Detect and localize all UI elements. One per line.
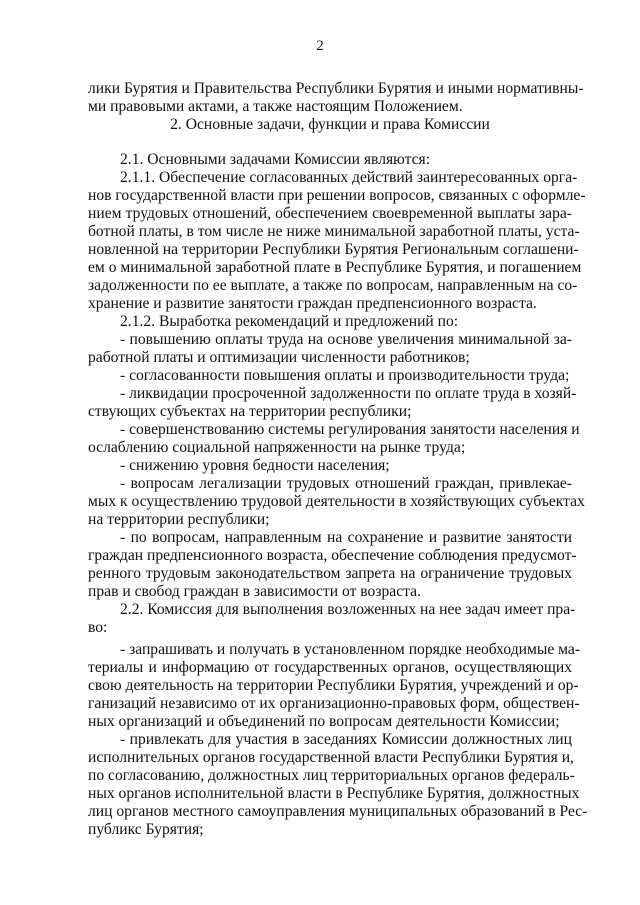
text-line: лики Бурятия и Правительства Республики Бурятия и иными нормативны-: [88, 80, 584, 97]
text-line: - вопросам легализации трудовых отношений граждан, привлекае-: [120, 475, 572, 492]
text-line: ослаблению социальной напряженности на рынке труда;: [88, 439, 466, 456]
text-line: ганизаций независимо от их организационно-правовых форм, обществен-: [88, 695, 580, 712]
text-line: лиц органов местного самоуправления муниципальных образований в Рес-: [88, 803, 588, 820]
text-line: публикс Бурятия;: [88, 821, 204, 838]
text-line: - снижению уровня бедности населения;: [120, 457, 390, 474]
text-line: ных организаций и объединений по вопросам деятельности Комиссии;: [88, 713, 560, 730]
text-line: во:: [88, 619, 108, 636]
text-line: хранение и развитие занятости граждан предпенсионного возраста.: [88, 295, 537, 312]
text-line: новленной на территории Республики Бурятия Региональным соглашени-: [88, 241, 579, 258]
text-line: - ликвидации просроченной задолженности по оплате труда в хозяй-: [120, 385, 577, 402]
text-line: - запрашивать и получать в установленном порядке необходимые ма-: [120, 641, 581, 658]
text-line: по согласованию, должностных лиц территориальных органов федераль-: [88, 767, 575, 784]
text-line: 2.1.2. Выработка рекомендаций и предложений по:: [120, 313, 459, 330]
text-line: задолженности по ее выплате, а также по вопросам, направленным на со-: [88, 277, 578, 294]
section-heading: 2. Основные задачи, функции и права Комиссии: [170, 116, 490, 133]
text-line: териалы и информацию от государственных органов, осуществляющих: [88, 659, 572, 676]
text-line: ем о минимальной заработной плате в Республике Бурятия, и погашением: [88, 259, 582, 276]
text-line: нов государственной власти при решении вопросов, связанных с оформле-: [88, 187, 586, 204]
text-line: свою деятельность на территории Республики Бурятия, учреждений и ор-: [88, 677, 579, 694]
text-line: ренного трудовым законодательством запрета на ограничение трудовых: [88, 565, 572, 582]
text-line: ботной платы, в том числе не ниже минимальной заработной платы, уста-: [88, 223, 580, 240]
text-line: 2.1.1. Обеспечение согласованных действий заинтересованных орга-: [120, 169, 578, 186]
text-line: нием трудовых отношений, обеспечением своевременной выплаты зара-: [88, 205, 572, 222]
text-line: 2.1. Основными задачами Комиссии являются:: [120, 151, 431, 168]
text-line: - совершенствованию системы регулирования занятости населения и: [120, 421, 580, 438]
text-line: на территории республики;: [88, 511, 270, 528]
text-line: ных органов исполнительной власти в Республике Бурятия, должностных: [88, 785, 580, 802]
text-line: - привлекать для участия в заседаниях Комиссии должностных лиц: [120, 731, 572, 748]
text-line: работной платы и оптимизации численности работников;: [88, 349, 470, 366]
text-line: - по вопросам, направленным на сохранение и развитие занятости: [120, 529, 572, 546]
text-line: - повышению оплаты труда на основе увеличения минимальной за-: [120, 331, 572, 348]
page-number: 2: [316, 38, 324, 54]
text-line: исполнительных органов государственной власти Республики Бурятия и,: [88, 749, 574, 766]
text-line: прав и свобод граждан в зависимости от возраста.: [88, 583, 421, 600]
text-line: 2.2. Комиссия для выполнения возложенных на нее задач имеет пра-: [120, 601, 576, 618]
text-line: ствующих субъектах на территории республики;: [88, 403, 412, 420]
text-line: ми правовыми актами, а также настоящим Положением.: [88, 98, 463, 115]
text-line: - согласованности повышения оплаты и производительности труда;: [120, 367, 570, 384]
text-line: мых к осуществлению трудовой деятельности в хозяйствующих субъектах: [88, 493, 585, 510]
text-line: граждан предпенсионного возраста, обеспечение соблюдения предусмот-: [88, 547, 577, 564]
